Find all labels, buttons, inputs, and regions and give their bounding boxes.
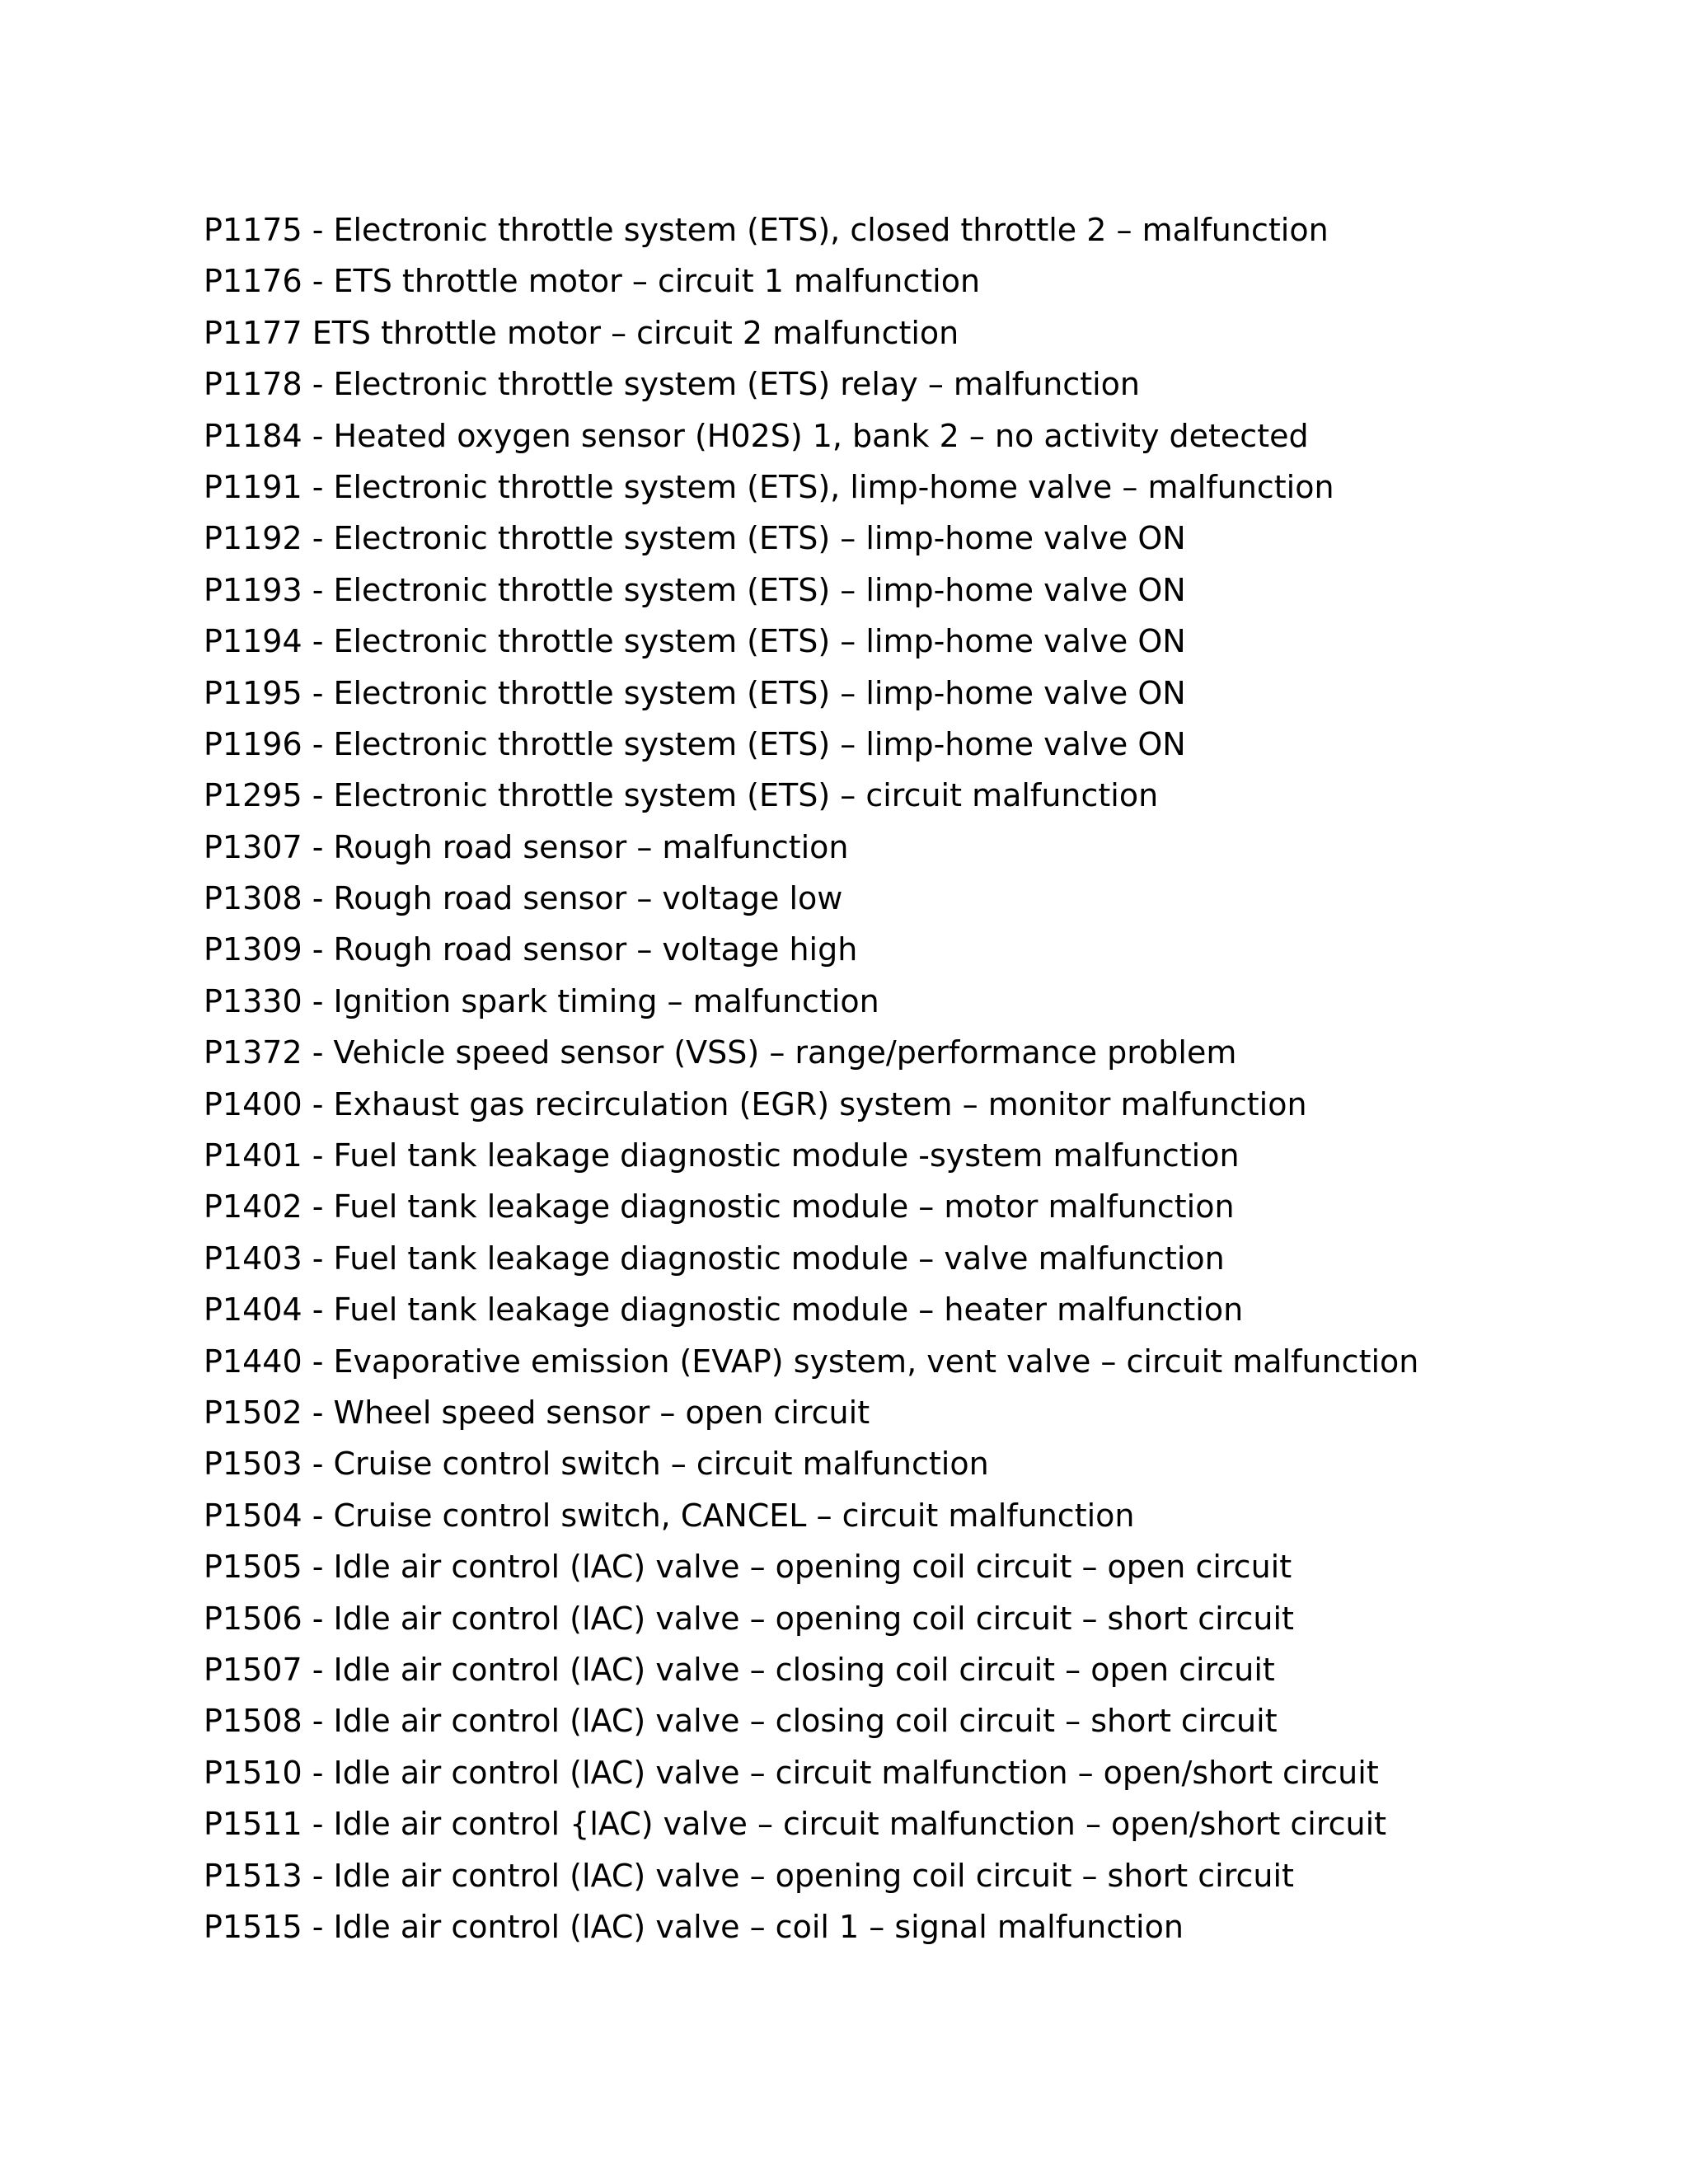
trouble-code-list (204, 204, 1418, 1952)
code-line: P1511 - Idle air control {lAC) valve – circuit malfunction – open/short circuit (204, 1806, 1387, 1843)
code-line: P1440 - Evaporative emission (EVAP) system, vent valve – circuit malfunction (204, 1343, 1419, 1380)
code-line: P1400 - Exhaust gas recirculation (EGR) system – monitor malfunction (204, 1085, 1307, 1122)
code-line: P1503 - Cruise control switch – circuit malfunction (204, 1446, 989, 1483)
code-line: P1402 - Fuel tank leakage diagnostic module – motor malfunction (204, 1188, 1235, 1226)
code-line: P1175 - Electronic throttle system (ETS), closed throttle 2 – malfunction (204, 212, 1329, 248)
code-line: P1330 - Ignition spark timing – malfunction (204, 982, 879, 1019)
code-line: P1504 - Cruise control switch, CANCEL – circuit malfunction (204, 1497, 1135, 1534)
code-line: P1507 - Idle air control (lAC) valve – closing coil circuit – open circuit (204, 1651, 1275, 1688)
code-line: P1295 - Electronic throttle system (ETS) – circuit malfunction (204, 777, 1159, 814)
code-line: P1308 - Rough road sensor – voltage low (204, 880, 843, 917)
code-line: P1513 - Idle air control (lAC) valve – opening coil circuit – short circuit (204, 1857, 1294, 1894)
code-line: P1177 ETS throttle motor – circuit 2 malfunction (204, 314, 959, 351)
code-line: P1194 - Electronic throttle system (ETS) – limp-home valve ON (204, 623, 1186, 660)
code-line: P1506 - Idle air control (lAC) valve – opening coil circuit – short circuit (204, 1600, 1294, 1637)
code-line: P1502 - Wheel speed sensor – open circuit (204, 1394, 870, 1431)
code-line: P1195 - Electronic throttle system (ETS) – limp-home valve ON (204, 674, 1186, 711)
code-line: P1184 - Heated oxygen sensor (H02S) 1, bank 2 – no activity detected (204, 417, 1309, 454)
code-line: P1178 - Electronic throttle system (ETS) relay – malfunction (204, 366, 1140, 403)
code-line: P1401 - Fuel tank leakage diagnostic module -system malfunction (204, 1137, 1240, 1174)
code-line: P1193 - Electronic throttle system (ETS) – limp-home valve ON (204, 571, 1186, 608)
code-line: P1191 - Electronic throttle system (ETS), limp-home valve – malfunction (204, 468, 1334, 505)
code-line: P1508 - Idle air control (lAC) valve – closing coil circuit – short circuit (204, 1703, 1278, 1740)
code-line: P1176 - ETS throttle motor – circuit 1 malfunction (204, 263, 981, 300)
code-line: P1196 - Electronic throttle system (ETS) – limp-home valve ON (204, 725, 1186, 762)
code-line: P1192 - Electronic throttle system (ETS) – limp-home valve ON (204, 520, 1186, 557)
code-line: P1309 - Rough road sensor – voltage high (204, 931, 858, 968)
code-line: P1515 - Idle air control (lAC) valve – coil 1 – signal malfunction (204, 1908, 1184, 1945)
code-line: P1505 - Idle air control (lAC) valve – opening coil circuit – open circuit (204, 1549, 1292, 1586)
code-line: P1510 - Idle air control (lAC) valve – circuit malfunction – open/short circuit (204, 1754, 1379, 1791)
code-line: P1307 - Rough road sensor – malfunction (204, 828, 849, 865)
code-line: P1372 - Vehicle speed sensor (VSS) – range/performance problem (204, 1034, 1237, 1071)
code-line: P1403 - Fuel tank leakage diagnostic module – valve malfunction (204, 1240, 1225, 1277)
code-line: P1404 - Fuel tank leakage diagnostic module – heater malfunction (204, 1291, 1244, 1329)
